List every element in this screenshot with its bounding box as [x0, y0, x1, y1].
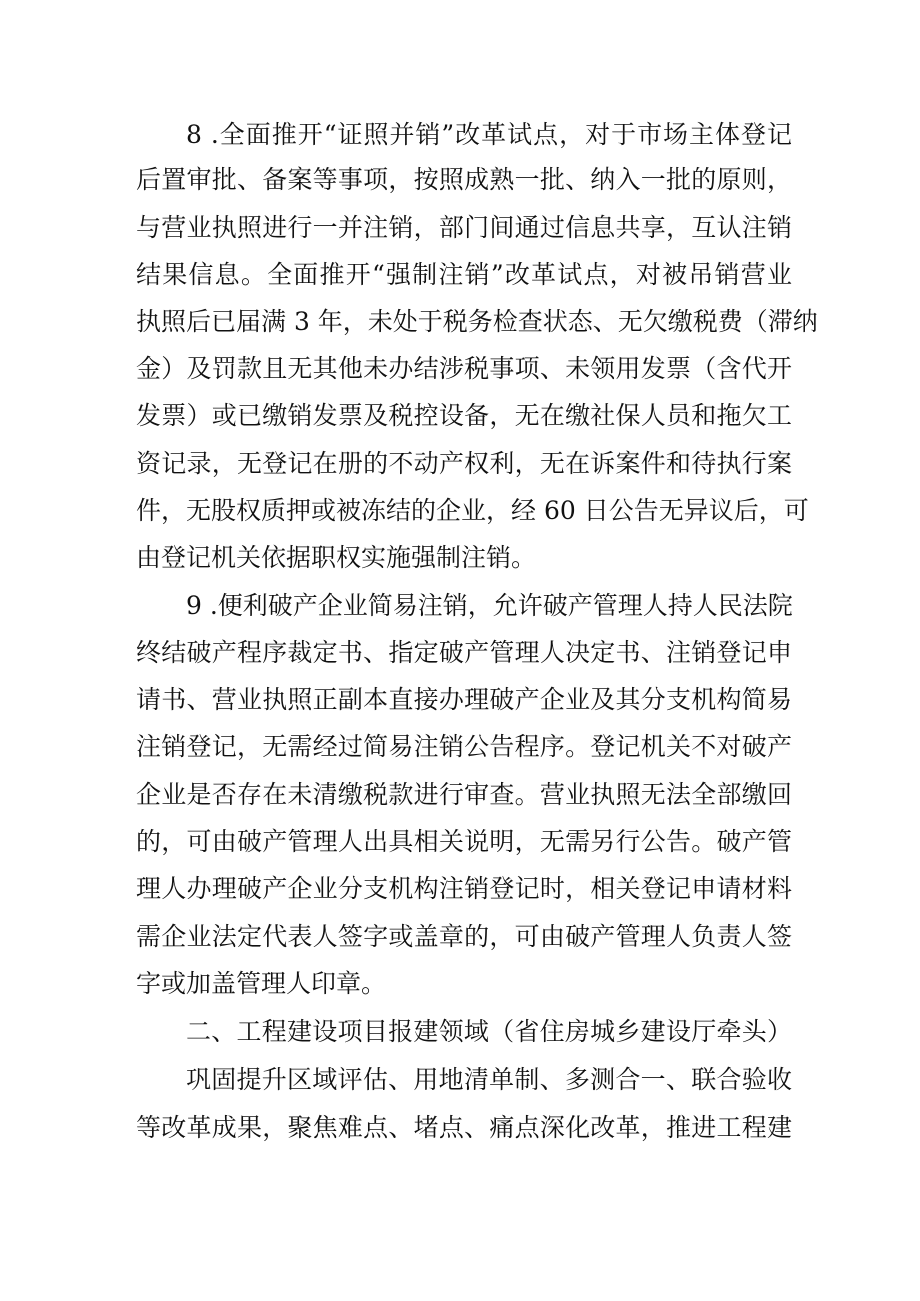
paragraph-9-line-8: 需企业法定代表人签字或盖章的，可由破产管理人负责人签 [136, 922, 792, 951]
paragraph-8-line-8: 资记录，无登记在册的不动产权利，无在诉案件和待执行案 [136, 449, 792, 478]
paragraph-9-line-9: 字或加盖管理人印章。 [136, 969, 387, 998]
paragraph-9-line-6: 的，可由破产管理人出具相关说明，无需另行公告。破产管 [136, 827, 792, 856]
paragraph-9-line-7: 理人办理破产企业分支机构注销登记时，相关登记申请材料 [136, 874, 792, 903]
paragraph-9-line-3: 请书、营业执照正副本直接办理破产企业及其分支机构简易 [136, 685, 792, 714]
paragraph-2-line-2: 等改革成果，聚焦难点、堵点、痛点深化改革，推进工程建 [136, 1113, 792, 1142]
paragraph-8-line-5: 执照后已届满 3 年，未处于税务检查状态、无欠缴税费（滞纳 [136, 307, 818, 336]
paragraph-8-line-6: 金）及罚款且无其他未办结涉税事项、未领用发票（含代开 [136, 354, 792, 383]
paragraph-8-line-4: 结果信息。全面推开“强制注销”改革试点，对被吊销营业 [136, 260, 792, 289]
paragraph-9-line-4: 注销登记，无需经过简易注销公告程序。登记机关不对破产 [136, 732, 792, 761]
paragraph-8-line-10: 由登记机关依据职权实施强制注销。 [136, 543, 537, 572]
paragraph-2-line-1: 巩固提升区域评估、用地清单制、多测合一、联合验收 [186, 1065, 792, 1094]
paragraph-8-line-1: 8 .全面推开“证照并销”改革试点，对于市场主体登记 [186, 120, 792, 149]
paragraph-9-line-5: 企业是否存在未清缴税款进行审查。营业执照无法全部缴回 [136, 780, 792, 809]
section-heading: 二、工程建设项目报建领域（省住房城乡建设厅牵头） [186, 1017, 792, 1046]
paragraph-8-line-2: 后置审批、备案等事项，按照成熟一批、纳入一批的原则， [136, 165, 792, 194]
paragraph-9-line-1: 9 .便利破产企业简易注销，允许破产管理人持人民法院 [186, 591, 793, 620]
paragraph-8-line-9: 件，无股权质押或被冻结的企业，经 60 日公告无异议后，可 [136, 496, 809, 525]
paragraph-8-line-3: 与营业执照进行一并注销，部门间通过信息共享，互认注销 [136, 213, 792, 242]
paragraph-8-line-7: 发票）或已缴销发票及税控设备，无在缴社保人员和拖欠工 [136, 401, 792, 430]
paragraph-9-line-2: 终结破产程序裁定书、指定破产管理人决定书、注销登记申 [136, 638, 792, 667]
